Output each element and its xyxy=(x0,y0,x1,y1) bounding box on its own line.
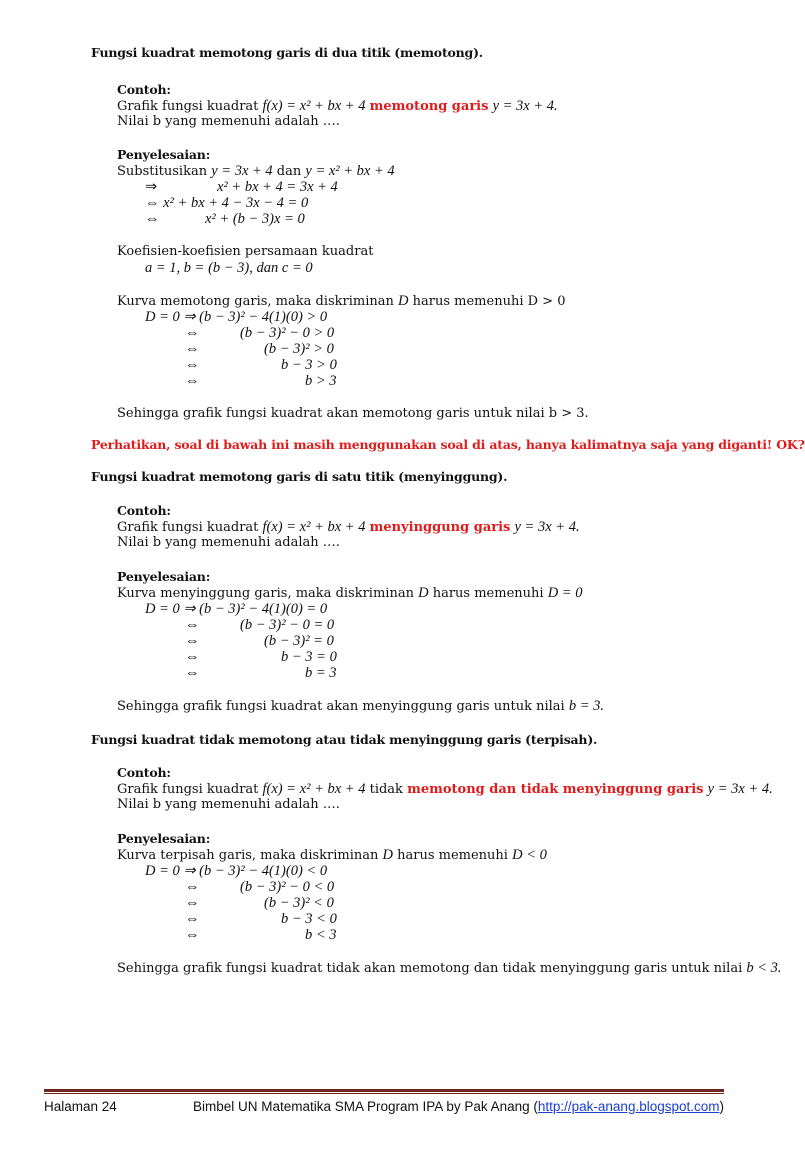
condition-suffix: harus memenuhi D > 0 xyxy=(408,294,566,309)
question-prefix: Grafik fungsi kuadrat xyxy=(117,99,263,114)
equation-symbol: ⇔ xyxy=(185,325,200,341)
contoh-label: Contoh: xyxy=(117,82,171,97)
function-expr: f(x) = x² + bx + 4 xyxy=(262,781,366,797)
equation-step: ⇔ x² + bx + 4 − 3x − 4 = 0 xyxy=(145,195,309,211)
discriminant-step: b < 3 xyxy=(305,927,337,943)
substitution-line xyxy=(117,163,395,180)
discriminant-step: D = 0 ⇒ (b − 3)² − 4(1)(0) > 0 xyxy=(145,309,328,325)
discriminant-step: b − 3 > 0 xyxy=(281,357,337,373)
coefficient-text: Koefisien-koefisien persamaan kuadrat xyxy=(117,244,374,259)
discriminant-step: b − 3 < 0 xyxy=(281,911,337,927)
coefficient-values: a = 1, b = (b − 3), dan c = 0 xyxy=(145,260,313,276)
question-word: tidak xyxy=(365,782,408,797)
question-line xyxy=(117,519,580,536)
conclusion-text xyxy=(117,960,782,977)
footer-title-close: ) xyxy=(719,1099,724,1114)
discriminant-condition xyxy=(117,585,582,602)
question-line-2: Nilai b yang memenuhi adalah …. xyxy=(117,535,340,550)
function-expr: y = x² + bx + 4 xyxy=(305,163,395,179)
solution-label: Penyelesaian: xyxy=(117,147,211,162)
condition-middle: harus memenuhi xyxy=(393,848,513,863)
line-expr: y = 3x + 4 xyxy=(211,163,273,179)
contoh-label: Contoh: xyxy=(117,765,171,780)
footer-divider-thin xyxy=(44,1093,724,1094)
equation-symbol: ⇔ xyxy=(185,895,200,911)
equation-symbol: ⇔ xyxy=(185,341,200,357)
conclusion-expr: b = 3. xyxy=(568,698,604,714)
conclusion-text: Sehingga grafik fungsi kuadrat akan memotong garis untuk nilai b > 3. xyxy=(117,406,589,421)
condition-expr: D = 0 xyxy=(547,585,583,601)
section-heading-menyinggung: Fungsi kuadrat memotong garis di satu titik (menyinggung). xyxy=(91,469,508,484)
condition-expr: D < 0 xyxy=(512,847,547,863)
discriminant-step: D = 0 ⇒ (b − 3)² − 4(1)(0) = 0 xyxy=(145,601,328,617)
question-line xyxy=(117,98,558,115)
equation-step: x² + (b − 3)x = 0 xyxy=(205,211,305,227)
conclusion-prefix: Sehingga grafik fungsi kuadrat akan menyinggung garis untuk nilai xyxy=(117,699,569,714)
substitution-prefix: Substitusikan xyxy=(117,164,212,179)
footer-title xyxy=(193,1099,724,1114)
conclusion-prefix: Sehingga grafik fungsi kuadrat tidak akan memotong dan tidak menyinggung garis untuk nilai xyxy=(117,961,747,976)
footer-title-text: Bimbel UN Matematika SMA Program IPA by Pak Anang ( xyxy=(192,1099,538,1114)
solution-label: Penyelesaian: xyxy=(117,569,211,584)
question-line-2: Nilai b yang memenuhi adalah …. xyxy=(117,114,340,129)
equation-symbol: ⇔ xyxy=(185,879,200,895)
line-expr: y = 3x + 4. xyxy=(707,781,773,797)
section-heading-terpisah: Fungsi kuadrat tidak memotong atau tidak menyinggung garis (terpisah). xyxy=(91,732,598,747)
equation-symbol: ⇒ xyxy=(145,179,158,195)
highlight-text: menyinggung garis xyxy=(369,520,511,535)
equation-symbol: ⇔ xyxy=(145,211,160,227)
discriminant-symbol: D xyxy=(398,293,409,309)
question-prefix: Grafik fungsi kuadrat xyxy=(117,520,263,535)
conclusion-expr: b < 3. xyxy=(746,960,782,976)
equation-symbol: ⇔ xyxy=(185,633,200,649)
condition-prefix: Kurva memotong garis, maka diskriminan xyxy=(117,294,399,309)
equation-symbol: ⇔ xyxy=(185,927,200,943)
equation-symbol: ⇔ xyxy=(185,357,200,373)
discriminant-condition xyxy=(117,293,565,310)
discriminant-step: (b − 3)² = 0 xyxy=(264,633,334,649)
discriminant-step: b − 3 = 0 xyxy=(281,649,337,665)
highlight-text: memotong garis xyxy=(369,99,489,114)
equation-symbol: ⇔ xyxy=(185,665,200,681)
condition-prefix: Kurva menyinggung garis, maka diskriminan xyxy=(117,586,419,601)
line-expr: y = 3x + 4. xyxy=(492,98,558,114)
highlight-text: memotong dan tidak menyinggung garis xyxy=(407,782,704,797)
question-line xyxy=(117,781,773,798)
function-expr: f(x) = x² + bx + 4 xyxy=(262,98,366,114)
discriminant-step: b > 3 xyxy=(305,373,337,389)
question-line-2: Nilai b yang memenuhi adalah …. xyxy=(117,797,340,812)
question-prefix: Grafik fungsi kuadrat xyxy=(117,782,263,797)
footer-divider xyxy=(44,1089,724,1092)
contoh-label: Contoh: xyxy=(117,503,171,518)
discriminant-step: (b − 3)² − 0 < 0 xyxy=(240,879,335,895)
footer-link[interactable]: http://pak-anang.blogspot.com xyxy=(537,1099,720,1114)
equation-symbol: ⇔ xyxy=(185,373,200,389)
equation-step: x² + bx + 4 = 3x + 4 xyxy=(217,179,338,195)
line-expr: y = 3x + 4. xyxy=(514,519,580,535)
equation-symbol: ⇔ xyxy=(185,911,200,927)
equation-symbol: ⇔ xyxy=(185,617,200,633)
discriminant-step: (b − 3)² > 0 xyxy=(264,341,334,357)
discriminant-step: (b − 3)² < 0 xyxy=(264,895,334,911)
equation-symbol: ⇔ xyxy=(185,649,200,665)
section-heading-memotong: Fungsi kuadrat memotong garis di dua titik (memotong). xyxy=(91,45,483,60)
discriminant-step: D = 0 ⇒ (b − 3)² − 4(1)(0) < 0 xyxy=(145,863,328,879)
conjunction: dan xyxy=(272,164,306,179)
discriminant-step: b = 3 xyxy=(305,665,337,681)
page-number: Halaman 24 xyxy=(44,1099,117,1114)
discriminant-symbol: D xyxy=(418,585,429,601)
discriminant-step: (b − 3)² − 0 > 0 xyxy=(240,325,335,341)
function-expr: f(x) = x² + bx + 4 xyxy=(262,519,366,535)
note-text: Perhatikan, soal di bawah ini masih menggunakan soal di atas, hanya kalimatnya saja yang diganti! OK? xyxy=(91,437,805,452)
discriminant-symbol: D xyxy=(382,847,393,863)
discriminant-condition xyxy=(117,847,547,864)
condition-middle: harus memenuhi xyxy=(428,586,548,601)
discriminant-step: (b − 3)² − 0 = 0 xyxy=(240,617,335,633)
conclusion-text xyxy=(117,698,604,715)
solution-label: Penyelesaian: xyxy=(117,831,211,846)
condition-prefix: Kurva terpisah garis, maka diskriminan xyxy=(117,848,383,863)
